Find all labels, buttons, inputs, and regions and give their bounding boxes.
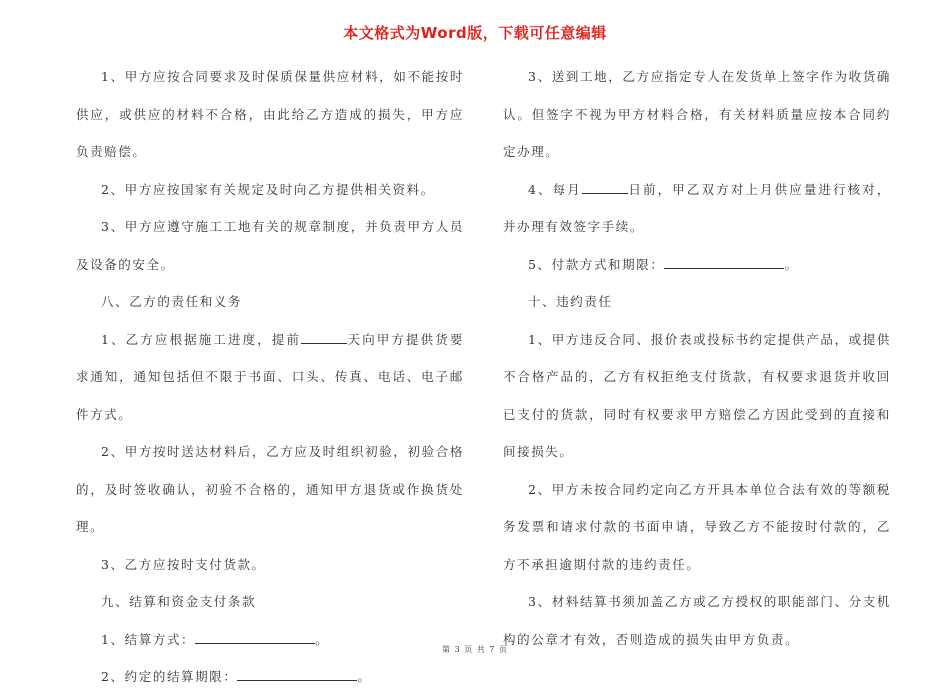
clause-supply-materials: 1、甲方应按合同要求及时保质保量供应材料，如不能按时供应，或供应的材料不合格，由此给乙方造成的损失，甲方应负责赔偿。: [76, 69, 464, 159]
clause-settlement-seal: 3、材料结算书须加盖乙方或乙方授权的职能部门、分支机构的公章才有效，否则造成的损失由甲方负责。: [503, 594, 891, 647]
settlement-method-end: 。: [315, 631, 330, 647]
section-heading-9: 九、结算和资金支付条款: [101, 594, 257, 609]
clause-advance-notice-start: 1、乙方应根据施工进度，提前: [101, 331, 302, 347]
fill-blank-settlement-method: [195, 632, 315, 644]
settlement-period-end: 。: [357, 669, 372, 684]
section-heading-10: 十、违约责任: [528, 294, 613, 309]
clause-monthly-check: [503, 171, 891, 246]
settlement-period-label: 2、约定的结算期限：: [101, 669, 238, 684]
clause-payment: 3、乙方应按时支付货款。: [101, 556, 266, 572]
fill-blank-day: [582, 182, 628, 194]
clause-site-rules: 3、甲方应遵守施工工地有关的规章制度，并负责甲方人员及设备的安全。: [76, 219, 464, 272]
clause-payment-terms: [503, 246, 891, 284]
payment-terms-end: 。: [784, 256, 799, 272]
clause-settlement-period: [76, 658, 464, 696]
fill-blank-payment-terms: [664, 257, 784, 269]
payment-terms-label: 5、付款方式和期限：: [528, 256, 665, 272]
clause-breach-products: 1、甲方违反合同、报价表或投标书约定提供产品，或提供不合格产品的，乙方有权拒绝支付货款，有权要求退货并收回已支付的货款，同时有权要求甲方赔偿乙方因此受到的直接和间接损失。: [503, 331, 891, 459]
page-number: 第 3 页 共 7 页: [442, 645, 508, 654]
monthly-check-start: 4、每月: [528, 181, 582, 197]
right-column: [503, 58, 891, 658]
clause-breach-invoice: 2、甲方未按合同约定向乙方开具本单位合法有效的等额税务发票和请求付款的书面申请，导致乙方不能按时付款的，乙方不承担逾期付款的违约责任。: [503, 481, 891, 572]
section-heading-8: 八、乙方的责任和义务: [101, 294, 243, 309]
clause-advance-notice: [76, 321, 464, 434]
clause-provide-documents: 2、甲方应按国家有关规定及时向乙方提供相关资料。: [101, 181, 435, 197]
format-banner: 本文格式为Word版，下载可任意编辑: [343, 24, 607, 42]
clause-inspection: 2、甲方按时送达材料后，乙方应及时组织初验，初验合格的，及时签收确认，初验不合格的，通知甲方退货或作换货处理。: [76, 444, 464, 534]
settlement-method-label: 1、结算方式：: [101, 631, 196, 647]
fill-blank-settlement-period: [237, 669, 357, 681]
clause-delivery-sign: 3、送到工地，乙方应指定专人在发货单上签字作为收货确认。但签字不视为甲方材料合格，有关材料质量应按本合同约定办理。: [503, 69, 891, 159]
fill-blank-days: [301, 332, 347, 344]
monthly-check-end: 日前，甲乙双方对上月供应量进行核对，并办理有效签字手续。: [503, 181, 891, 234]
clause-advance-notice-end: 天向甲方提供货要求通知，通知包括但不限于书面、口头、传真、电话、电子邮件方式。: [76, 331, 464, 422]
left-column: [76, 58, 464, 696]
